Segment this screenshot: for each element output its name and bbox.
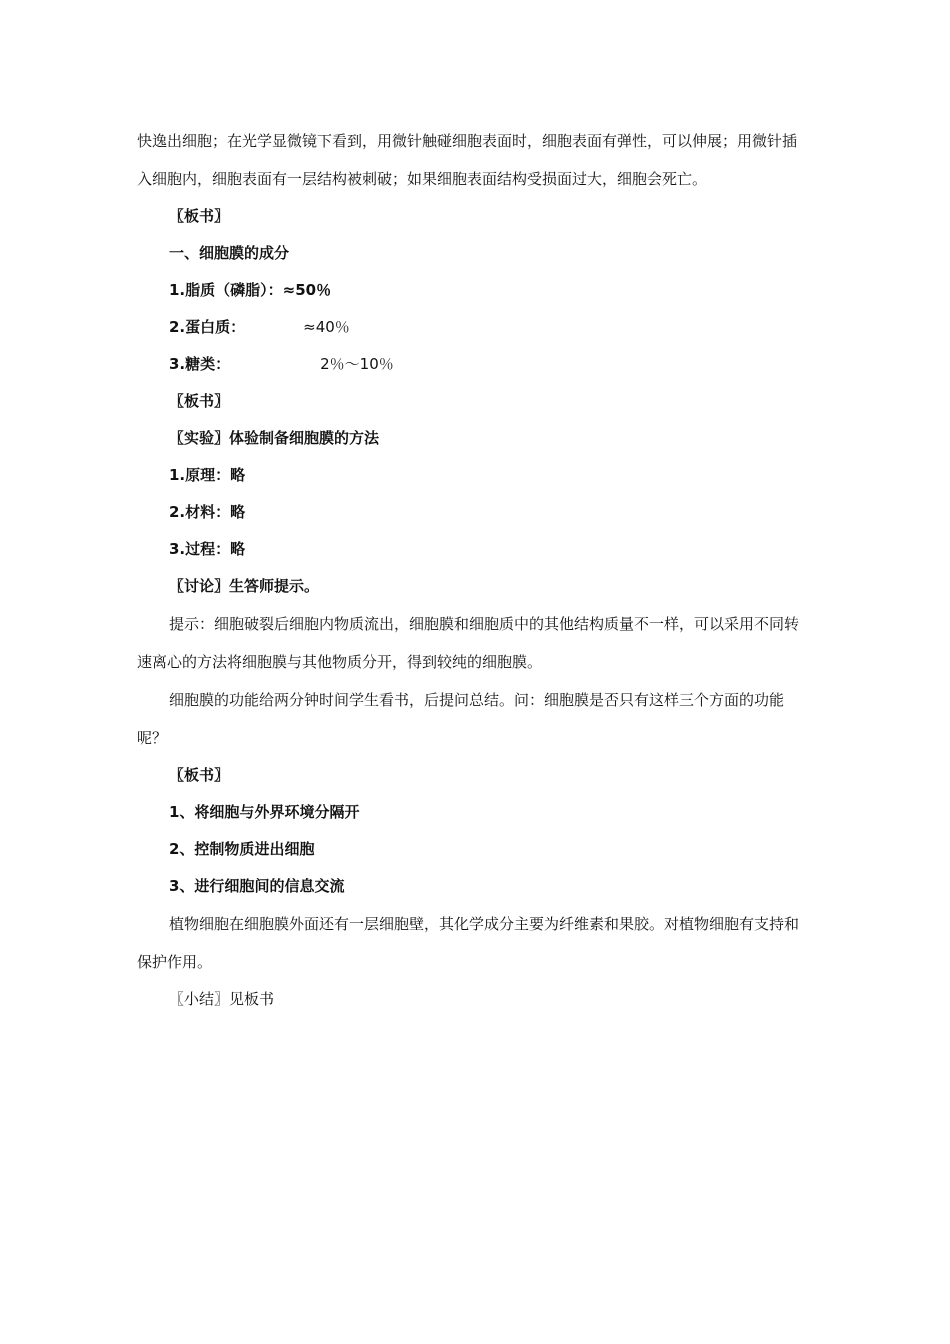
section-title-membrane-composition: 一、细胞膜的成分 bbox=[169, 244, 290, 262]
board-note-2: 〖板书〗 bbox=[169, 392, 230, 410]
experiment-title: 〖实验〗体验制备细胞膜的方法 bbox=[169, 429, 380, 447]
composition-label: 1.脂质（磷脂）： bbox=[169, 281, 283, 299]
hint-paragraph: 提示：细胞破裂后细胞内物质流出，细胞膜和细胞质中的其他结构质量不一样，可以采用不同转速离心的方法将细胞膜与其他物质分开，得到较纯的细胞膜。 bbox=[137, 615, 800, 671]
summary-line: 〖小结〗见板书 bbox=[169, 990, 275, 1008]
intro-paragraph: 快逸出细胞；在光学显微镜下看到，用微针触碰细胞表面时，细胞表面有弹性，可以伸展；用微针插入细胞内，细胞表面有一层结构被刺破；如果细胞表面结构受损面过大，细胞会死亡。 bbox=[137, 132, 798, 188]
cell-wall-paragraph: 植物细胞在细胞膜外面还有一层细胞壁，其化学成分主要为纤维素和果胶。对植物细胞有支持和保护作用。 bbox=[137, 915, 800, 971]
function-item-separate: 1、将细胞与外界环境分隔开 bbox=[169, 803, 360, 821]
composition-item-sugar bbox=[137, 346, 807, 383]
composition-value: ≈40％ bbox=[303, 318, 350, 336]
function-item-communication: 3、进行细胞间的信息交流 bbox=[169, 877, 345, 895]
composition-item-lipid bbox=[137, 272, 807, 309]
composition-value: 2％～10％ bbox=[320, 355, 394, 373]
composition-label: 3.糖类： bbox=[169, 355, 231, 373]
function-intro-paragraph: 细胞膜的功能给两分钟时间学生看书，后提问总结。问：细胞膜是否只有这样三个方面的功能呢？ bbox=[137, 691, 785, 747]
experiment-principle: 1.原理：略 bbox=[169, 466, 246, 484]
board-note-1: 〖板书〗 bbox=[169, 207, 230, 225]
discussion-line: 〖讨论〗生答师提示。 bbox=[169, 577, 320, 595]
function-item-control: 2、控制物质进出细胞 bbox=[169, 840, 315, 858]
composition-value: ≈50％ bbox=[282, 281, 332, 299]
experiment-materials: 2.材料：略 bbox=[169, 503, 246, 521]
experiment-process: 3.过程：略 bbox=[169, 540, 246, 558]
composition-label: 2.蛋白质： bbox=[169, 318, 246, 336]
document-body bbox=[137, 122, 807, 1018]
composition-item-protein bbox=[137, 309, 807, 346]
board-note-3: 〖板书〗 bbox=[169, 766, 230, 784]
